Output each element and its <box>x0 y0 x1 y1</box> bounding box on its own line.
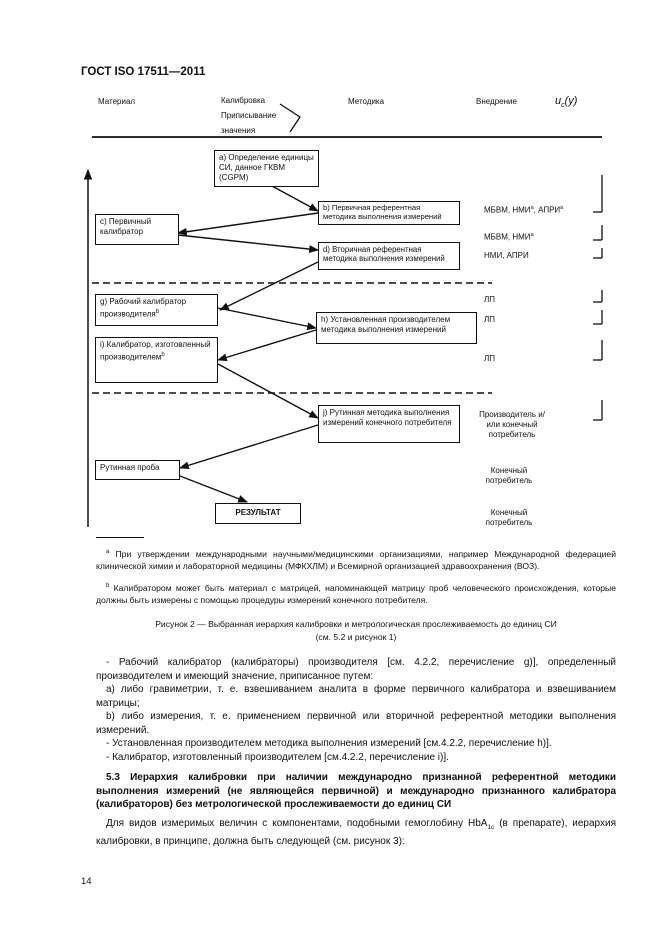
impl-label-3: НМИ, АПРИ <box>484 251 529 260</box>
col-calibration-line: значения <box>221 126 256 135</box>
impl-label-4: ЛП <box>484 295 495 304</box>
box-result: РЕЗУЛЬТАТ <box>215 503 301 524</box>
impl-label-6: ЛП <box>484 354 495 363</box>
footnote-a <box>96 546 616 573</box>
figure-caption-line: (см. 5.2 и рисунок 1) <box>315 631 397 642</box>
col-calibration <box>221 93 276 138</box>
col-calibration-line: Приписывание <box>221 111 277 120</box>
footnote-b-text: Калибратором может быть материал с матрицей, напоминающей матрицу проб человеческого происхождения, которые должны быть измерены с помощью процедуры измерений конечного потребителя. <box>96 582 616 606</box>
arrow-routine-to-result <box>180 476 247 502</box>
box-b-primary-method: b) Первичная референтная методика выполнения измерений <box>318 201 460 225</box>
footnote-b-mark: b <box>106 583 110 589</box>
chevron-arrow-icon <box>280 104 300 132</box>
arrow-d-to-g <box>220 262 318 310</box>
impl-label-7: Производитель и/или конечный потребитель <box>479 410 545 439</box>
col-calibration-line: Калибровка <box>221 96 266 105</box>
paragraph-hba1c: Для видов измеримых величин с компонентами, подобными гемоглобину HbA$_{1c}$ (в препарате), иерархия калибровки, в принципе, должна быть следующей (см. рисунок 3): <box>96 818 616 847</box>
arrow-g-to-h <box>218 308 316 328</box>
col-method: Методика <box>348 97 385 106</box>
paragraph-manufacturer-calibrator: - Калибратор, изготовленный производителем [см.4.2.2, перечисление i)]. <box>106 752 449 763</box>
box-g-footnote-mark: b <box>155 309 160 315</box>
arrow-c-to-d <box>178 235 318 250</box>
box-j-routine-method: j) Рутинная методика выполнения измерений конечного потребителя <box>318 405 460 443</box>
figure-caption-line: Рисунок 2 — Выбранная иерархия калибровки и метрологическая прослеживаемость до единиц СИ <box>155 619 557 629</box>
box-d-secondary-method: d) Вторичная референтная методика выполнения измерений <box>318 242 460 270</box>
impl-label-8: Конечный потребитель <box>485 466 533 485</box>
impl-label-2: МБВМ, НМИ$^a$ <box>484 232 534 242</box>
col-material: Материал <box>98 97 136 106</box>
box-g-working-calibrator <box>95 294 218 326</box>
box-i-manufacturer-calibrator <box>95 337 218 383</box>
arrow-i-to-j <box>218 364 318 418</box>
footnote-a-mark: a <box>106 549 110 555</box>
figure-caption <box>96 618 616 643</box>
arrow-a-to-b <box>272 186 318 211</box>
box-routine-sample: Рутинная проба <box>95 460 180 480</box>
footnote-a-text: При утверждении международными научными/медицинскими организациями, например Международной федерацией клинической химии и лабораторной медицины (МФКХЛМ) и Всемирной организацией здравоохранения (ВОЗ). <box>96 548 616 572</box>
box-i-footnote-mark: b <box>161 352 165 358</box>
box-c-primary-calibrator: c) Первичный калибратор <box>95 214 179 245</box>
footnote-b <box>96 580 616 607</box>
arrow-j-to-routine <box>180 425 318 468</box>
paragraph-measurement: b) либо измерения, т. е. применением первичной или вторичной референтной методики выполнения измерений. <box>96 711 616 736</box>
box-i-label: i) Калибратор, изготовленный производителем <box>100 340 211 362</box>
impl-label-1: МБВМ, НМИ$^a$, АПРИ$^a$ <box>484 205 564 215</box>
paragraph-manufacturer-method: - Установленная производителем методика выполнения измерений [см.4.2.2, перечисление h)]. <box>106 738 552 749</box>
impl-label-5: ЛП <box>484 315 495 324</box>
box-a-si-definition: a) Определение единицы СИ, данное ГКВМ (CGPM) <box>214 150 319 187</box>
box-h-manufacturer-method: h) Установленная производителем методика выполнения измерений <box>316 312 477 344</box>
footnote-rule <box>96 537 144 538</box>
section-heading-5-3: 5.3 Иерархия калибровки при наличии международно признанной референтной методики выполнения измерений (не являющейся первичной) и международно признанного калибратора (калибраторов) без метрологической прослеживаемости до единиц СИ <box>96 772 616 810</box>
uncertainty-ticks <box>593 175 602 420</box>
arrow-b-to-c <box>178 213 318 233</box>
document-header: ГОСТ ISO 17511—2011 <box>81 66 206 78</box>
paragraph-working-calibrator: - Рабочий калибратор (калибраторы) производителя [см. 4.2.2, перечисление g)], определенный производителем и имеющий значение, приписанное путем: <box>96 657 616 682</box>
impl-label-9: Конечный потребитель <box>485 508 533 527</box>
page-number: 14 <box>81 876 92 887</box>
box-g-label: g) Рабочий калибратор производителя <box>100 297 187 319</box>
col-implementation: Внедрение <box>476 97 517 106</box>
paragraph-gravimetry: a) либо гравиметрии, т. е. взвешиванием аналита в форме первичного калибратора и взвешиванием матрицы; <box>96 684 616 709</box>
col-uncertainty: $u_c(y)$ <box>555 95 578 110</box>
arrow-h-to-i <box>218 330 316 360</box>
